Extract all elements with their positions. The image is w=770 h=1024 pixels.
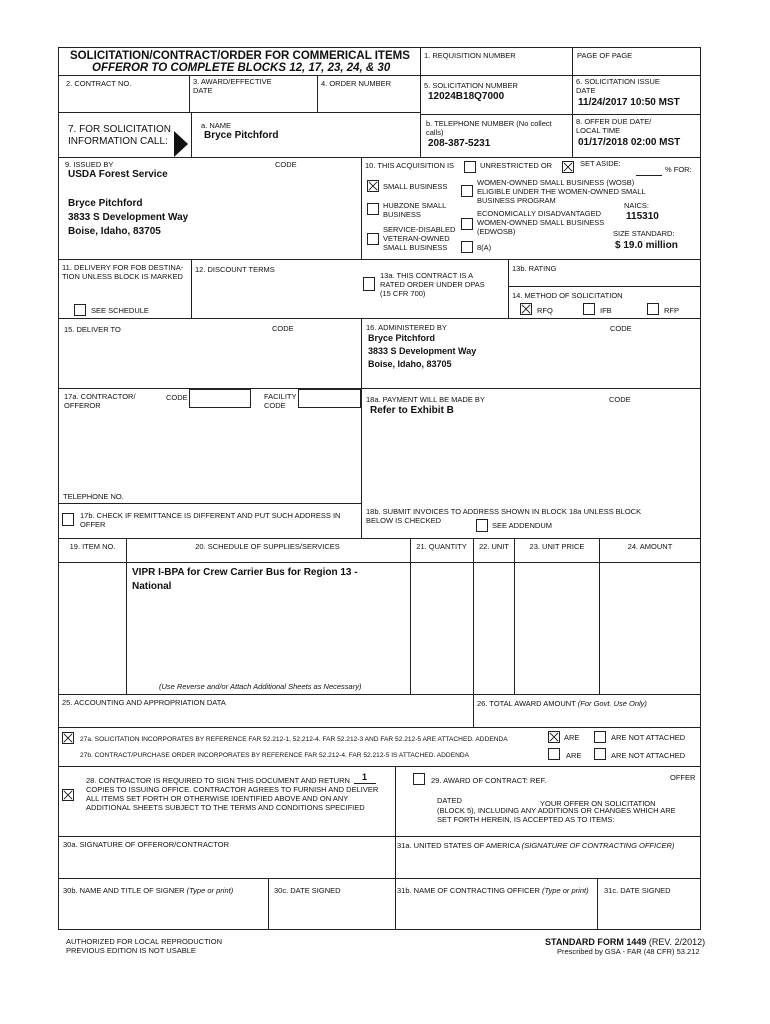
rated-order-label: 13a. THIS CONTRACT IS A RATED ORDER UNDER DPAS (15 CFR 700)	[380, 271, 485, 298]
contracting-officer-name-note: (Type or print)	[542, 886, 589, 895]
signer-name-note: (Type or print)	[186, 886, 234, 895]
hubzone-checkbox[interactable]	[367, 203, 379, 215]
footer-previous-edition: PREVIOUS EDITION IS NOT USABLE	[66, 946, 196, 955]
dated-label: DATED	[437, 796, 462, 805]
rating-label: 13b. RATING	[512, 264, 557, 273]
award-date-label: 3. AWARD/EFFECTIVE DATE	[193, 77, 272, 95]
footer-prescribed: Prescribed by GSA - FAR (48 CFR) 53.212	[557, 947, 700, 956]
name-label: a. NAME	[201, 121, 232, 130]
edwosb-label: ECONOMICALLY DISADVANTAGED WOMEN-OWNED SMALL BUSINESS (EDWOSB)	[477, 209, 605, 236]
see-addendum-checkbox[interactable]	[476, 519, 488, 532]
page-of-page-label: PAGE OF PAGE	[577, 51, 633, 60]
remittance-checkbox[interactable]	[62, 513, 74, 526]
delivery-fob-label: 11. DELIVERY FOR FOB DESTINA- TION UNLESS BLOCK IS MARKED	[62, 263, 184, 281]
total-award-note: (For Govt. Use Only)	[577, 699, 647, 708]
footer-authorized: AUTHORIZED FOR LOCAL REPRODUCTION	[66, 937, 222, 946]
small-business-checkbox[interactable]	[367, 180, 379, 192]
28-checkbox[interactable]	[62, 789, 74, 801]
date-signed-31c-label: 31c. DATE SIGNED	[604, 886, 671, 895]
sdvosb-label: SERVICE-DISABLED VETERAN-OWNED SMALL BUSINESS	[383, 225, 456, 252]
edwosb-checkbox[interactable]	[461, 218, 473, 230]
requisition-number-label: 1. REQUISITION NUMBER	[424, 51, 516, 60]
8a-checkbox[interactable]	[461, 241, 473, 253]
accounting-data-label: 25. ACCOUNTING AND APPROPRIATION DATA	[62, 698, 226, 707]
contractor-code-field[interactable]	[189, 389, 251, 408]
rfp-checkbox[interactable]	[647, 303, 659, 315]
percent-for-label: % FOR:	[665, 165, 692, 174]
name-value[interactable]: Bryce Pitchford	[204, 130, 279, 141]
usa-signature-label-text: 31a. UNITED STATES OF AMERICA	[397, 841, 520, 850]
date-signed-30c-label: 30c. DATE SIGNED	[274, 886, 341, 895]
order-number-label: 4. ORDER NUMBER	[321, 79, 392, 88]
schedule-item-line-1[interactable]: VIPR I-BPA for Crew Carrier Bus for Region 13 -	[132, 567, 358, 578]
award-of-contract-label: 29. AWARD OF CONTRACT: REF.	[431, 776, 547, 785]
deliver-to-label: 15. DELIVER TO	[64, 325, 121, 334]
wosb-label: WOMEN-OWNED SMALL BUSINESS (WOSB) ELIGIBLE UNDER THE WOMEN-OWNED SMALL BUSINESS PROGRAM	[477, 178, 646, 205]
administered-by-address-2[interactable]: 3833 S Development Way	[368, 346, 477, 356]
solicitation-issue-date-value[interactable]: 11/24/2017 10:50 MST	[578, 97, 680, 108]
method-of-solicitation-label: 14. METHOD OF SOLICITATION	[512, 291, 623, 300]
27a-are-checkbox[interactable]	[548, 731, 560, 743]
27a-are-label: ARE	[564, 733, 580, 742]
issued-by-address-1[interactable]: Bryce Pitchford	[68, 198, 143, 209]
schedule-item-line-2[interactable]: National	[132, 581, 172, 592]
sdvosb-checkbox[interactable]	[367, 233, 379, 245]
reverse-note: (Use Reverse and/or Attach Additional Sheets as Necessary)	[159, 682, 362, 691]
payment-by-code-label: CODE	[609, 395, 631, 404]
remittance-label: 17b. CHECK IF REMITTANCE IS DIFFERENT AND PUT SUCH ADDRESS IN OFFER	[80, 511, 341, 529]
small-business-label: SMALL BUSINESS	[383, 182, 448, 191]
signer-name-label	[63, 886, 233, 895]
ifb-label: IFB	[600, 306, 612, 315]
contracting-officer-name-label	[397, 886, 589, 895]
contractor-offeror-label: 17a. CONTRACTOR/ OFFEROR	[64, 392, 136, 410]
ifb-checkbox[interactable]	[583, 303, 595, 315]
solicitation-issue-date-label: 6. SOLICITATION ISSUE DATE	[576, 77, 660, 95]
administered-by-code-label: CODE	[610, 324, 632, 333]
size-standard-label: SIZE STANDARD:	[613, 229, 675, 238]
hubzone-label: HUBZONE SMALL BUSINESS	[383, 201, 447, 219]
solicitation-number-value[interactable]: 12024B18Q7000	[428, 91, 505, 102]
arrow-icon	[174, 131, 188, 157]
see-schedule-checkbox[interactable]	[74, 304, 86, 316]
acquisition-label: 10. THIS ACQUISITION IS	[365, 161, 455, 170]
8a-label: 8(A)	[477, 243, 492, 252]
issued-by-name[interactable]: USDA Forest Service	[68, 169, 168, 180]
contractor-code-label: CODE	[166, 393, 188, 402]
see-addendum-label: SEE ADDENDUM	[492, 521, 553, 530]
copies-value[interactable]: 1	[362, 772, 368, 782]
administered-by-address-3[interactable]: Boise, Idaho, 83705	[368, 359, 452, 369]
facility-code-label: FACILITY CODE	[264, 392, 297, 410]
27b-are-not-label: ARE NOT ATTACHED	[611, 751, 686, 760]
27b-label: 27b. CONTRACT/PURCHASE ORDER INCORPORATES BY REFERENCE FAR 52.212-4. FAR 52.212-5 IS ATTACHED. ADDENDA	[80, 752, 470, 759]
naics-value[interactable]: 115310	[626, 211, 659, 222]
unrestricted-checkbox[interactable]	[464, 161, 476, 173]
footer-form-name-text: STANDARD FORM 1449	[545, 937, 647, 947]
offer-due-date-label: 8. OFFER DUE DATE/ LOCAL TIME	[576, 117, 652, 135]
col-unit-header: 22. UNIT	[478, 542, 509, 551]
col-quantity-header: 21. QUANTITY	[416, 542, 467, 551]
solicitation-info-label: 7. FOR SOLICITATION INFORMATION CALL:	[68, 124, 171, 147]
issued-by-label: 9. ISSUED BY	[65, 160, 114, 169]
contract-no-label: 2. CONTRACT NO.	[66, 79, 132, 88]
payment-by-label: 18a. PAYMENT WILL BE MADE BY	[366, 395, 485, 404]
27a-checkbox[interactable]	[62, 732, 74, 744]
submit-invoices-label: 18b. SUBMIT INVOICES TO ADDRESS SHOWN IN BLOCK 18a UNLESS BLOCK BELOW IS CHECKED	[366, 507, 642, 525]
telephone-value[interactable]: 208-387-5231	[428, 138, 491, 149]
payment-by-value[interactable]: Refer to Exhibit B	[370, 405, 454, 416]
rfq-checkbox[interactable]	[520, 303, 532, 315]
27b-are-label: ARE	[566, 751, 582, 760]
see-schedule-label: SEE SCHEDULE	[91, 306, 149, 315]
27a-are-not-label: ARE NOT ATTACHED	[611, 733, 686, 742]
usa-signature-label	[397, 841, 674, 850]
naics-label: NAICS:	[624, 201, 650, 210]
offer-due-date-value[interactable]: 01/17/2018 02:00 MST	[578, 137, 681, 148]
col-unit-price-header: 23. UNIT PRICE	[529, 542, 585, 551]
usa-signature-note: (SIGNATURE OF CONTRACTING OFFICER)	[521, 841, 675, 850]
award-text: (BLOCK 5), INCLUDING ANY ADDITIONS OR CHANGES WHICH ARE SET FORTH HEREIN, IS ACCEPTED AS TO ITEMS:	[437, 806, 676, 824]
col-schedule-header: 20. SCHEDULE OF SUPPLIES/SERVICES	[195, 542, 340, 551]
form-subtitle: OFFEROR TO COMPLETE BLOCKS 12, 17, 23, 24, & 30	[92, 62, 391, 74]
issued-by-address-3[interactable]: Boise, Idaho, 83705	[68, 226, 161, 237]
rated-order-checkbox[interactable]	[363, 277, 375, 291]
set-aside-checkbox[interactable]	[562, 161, 574, 173]
offer-label: OFFER	[670, 773, 696, 782]
discount-terms-label: 12. DISCOUNT TERMS	[195, 265, 275, 274]
27a-label: 27a. SOLICITATION INCORPORATES BY REFERENCE FAR 52.212-1, 52.212-4. FAR 52.212-3 AND FAR 52.212-5 ARE ATTACHED. ADDENDA	[80, 736, 508, 743]
facility-code-field[interactable]	[298, 389, 361, 408]
27b-are-checkbox[interactable]	[548, 748, 560, 760]
administered-by-address-1[interactable]: Bryce Pitchford	[368, 333, 436, 343]
deliver-to-code-label: CODE	[272, 324, 294, 333]
col-amount-header: 24. AMOUNT	[627, 542, 673, 551]
27b-are-not-checkbox[interactable]	[594, 748, 606, 760]
size-standard-value[interactable]: $ 19.0 million	[615, 240, 678, 251]
solicitation-number-label: 5. SOLICITATION NUMBER	[424, 81, 518, 90]
contractor-agrees-text: COPIES TO ISSUING OFFICE. CONTRACTOR AGREES TO FURNISH AND DELIVER ALL ITEMS SET FORTH OR OTHERWISE IDENTIFIED ABOVE AND ON ANY ADDITIONAL SHEETS SUBJECT TO THE TERMS AND CONDITIONS SPECIFIED	[86, 785, 379, 812]
wosb-checkbox[interactable]	[461, 185, 473, 197]
issued-by-address-2[interactable]: 3833 S Development Way	[68, 212, 189, 223]
27a-are-not-checkbox[interactable]	[594, 731, 606, 743]
rfp-label: RFP	[664, 306, 679, 315]
unrestricted-label: UNRESTRICTED OR	[480, 161, 553, 170]
total-award-label	[477, 699, 647, 708]
footer-form-rev: (REV. 2/2012)	[648, 937, 706, 947]
signature-offeror-label: 30a. SIGNATURE OF OFFEROR/CONTRACTOR	[63, 840, 229, 849]
29-checkbox[interactable]	[413, 773, 425, 785]
contracting-officer-name-label-text: 31b. NAME OF CONTRACTING OFFICER	[397, 886, 540, 895]
total-award-label-text: 26. TOTAL AWARD AMOUNT	[477, 699, 576, 708]
contractor-sign-label: 28. CONTRACTOR IS REQUIRED TO SIGN THIS DOCUMENT AND RETURN	[86, 776, 350, 785]
administered-by-label: 16. ADMINISTERED BY	[366, 323, 447, 332]
col-item-no-header: 19. ITEM NO.	[69, 542, 116, 551]
telephone-no-label: TELEPHONE NO.	[63, 492, 124, 501]
issued-by-code-label: CODE	[275, 160, 297, 169]
signer-name-label-text: 30b. NAME AND TITLE OF SIGNER	[63, 886, 185, 895]
your-offer-label: YOUR OFFER ON SOLICITATION	[540, 799, 656, 808]
telephone-label: b. TELEPHONE NUMBER (No collect calls)	[426, 119, 552, 137]
rfq-label: RFQ	[537, 306, 553, 315]
set-aside-label: SET ASIDE:	[580, 159, 621, 168]
form-title: SOLICITATION/CONTRACT/ORDER FOR COMMERICAL ITEMS	[70, 50, 410, 62]
